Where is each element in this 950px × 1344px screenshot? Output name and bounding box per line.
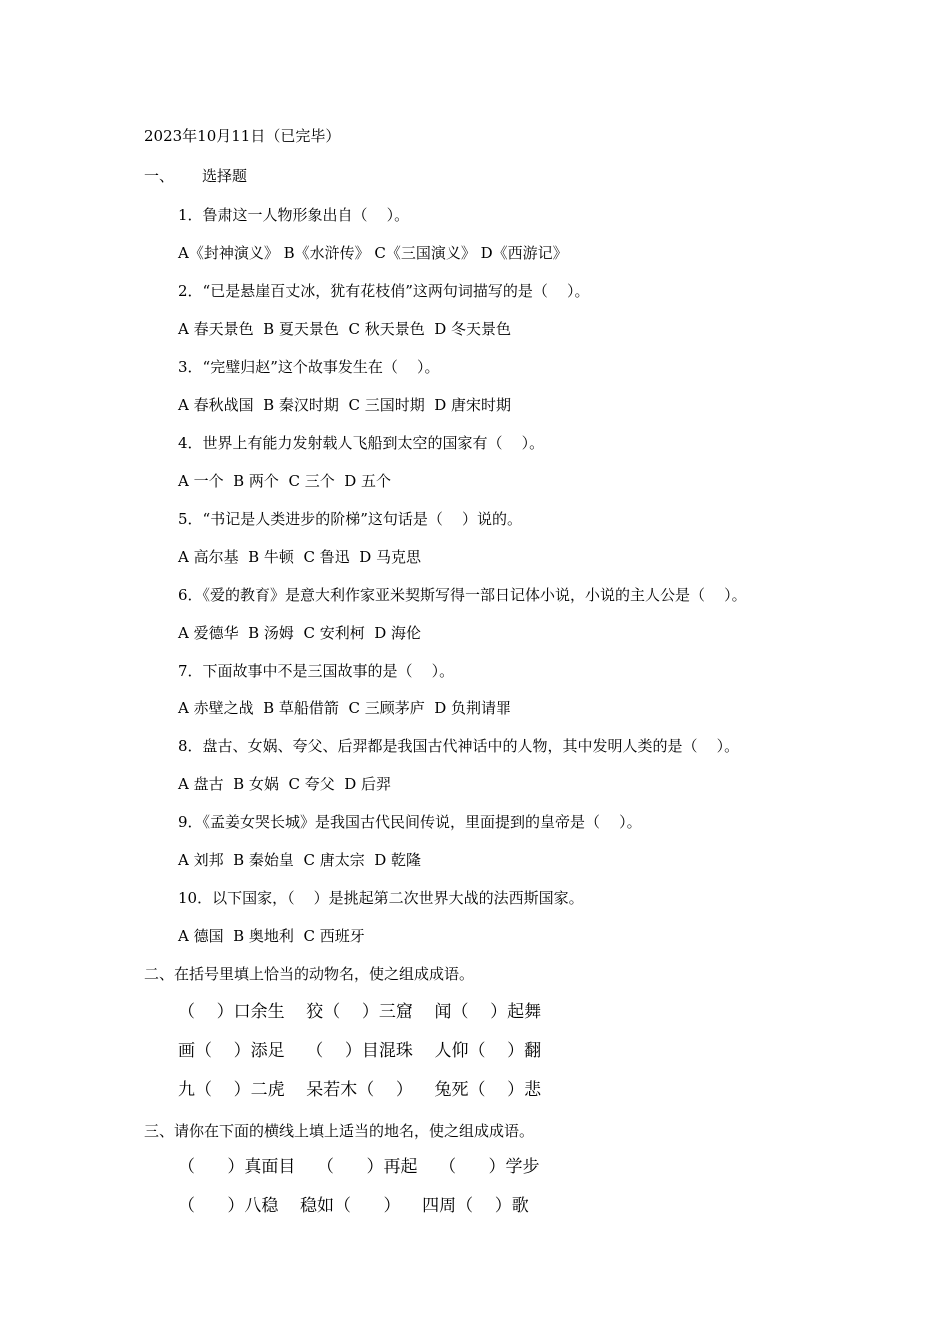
section1-title: 选择题 bbox=[202, 167, 248, 185]
question-4: 4．世界上有能力发射载人飞船到太空的国家有（ ）。 bbox=[178, 434, 545, 452]
section2-row-1: （ ）口余生 狡（ ）三窟 闻（ ）起舞 bbox=[178, 1002, 542, 1022]
question-5: 5．“书记是人类进步的阶梯”这句话是（ ）说的。 bbox=[178, 510, 522, 528]
question-1: 1．鲁肃这一人物形象出自（ ）。 bbox=[178, 206, 410, 224]
question-8: 8．盘古、女娲、夸父、后羿都是我国古代神话中的人物，其中发明人类的是（ ）。 bbox=[178, 737, 740, 755]
section2-row-2: 画（ ）添足 （ ）目混珠 人仰（ ）翻 bbox=[178, 1041, 542, 1061]
section3-title: 三、请你在下面的横线上填上适当的地名，使之组成成语。 bbox=[144, 1122, 535, 1140]
question-3: 3．“完璧归赵”这个故事发生在（ ）。 bbox=[178, 358, 440, 376]
section2-title: 二、在括号里填上恰当的动物名，使之组成成语。 bbox=[144, 965, 475, 983]
section3-row-1: （ ）真面目 （ ）再起 （ ）学步 bbox=[178, 1157, 540, 1177]
question-9: 9．《孟姜女哭长城》是我国古代民间传说，里面提到的皇帝是（ ）。 bbox=[178, 813, 642, 831]
options-4: A 一个 B 两个 C 三个 D 五个 bbox=[178, 472, 392, 490]
options-10: A 德国 B 奥地利 C 西班牙 bbox=[178, 927, 365, 945]
options-6: A 爱德华 B 汤姆 C 安利柯 D 海伦 bbox=[178, 624, 422, 642]
options-2: A 春天景色 B 夏天景色 C 秋天景色 D 冬天景色 bbox=[178, 320, 512, 338]
options-9: A 刘邦 B 秦始皇 C 唐太宗 D 乾隆 bbox=[178, 851, 422, 869]
question-6: 6．《爱的教育》是意大利作家亚米契斯写得一部日记体小说，小说的主人公是（ ）。 bbox=[178, 586, 747, 604]
document-date: 2023年10月11日（已完毕） bbox=[144, 127, 341, 145]
options-1: A《封神演义》 B《水浒传》 C《三国演义》 D《西游记》 bbox=[178, 244, 568, 262]
question-2: 2．“已是悬崖百丈冰，犹有花枝俏”这两句词描写的是（ ）。 bbox=[178, 282, 590, 300]
section1-number: 一、 bbox=[144, 167, 175, 185]
section3-row-2: （ ）八稳 稳如（ ） 四周（ ）歌 bbox=[178, 1196, 529, 1216]
question-7: 7．下面故事中不是三国故事的是（ ）。 bbox=[178, 662, 455, 680]
options-3: A 春秋战国 B 秦汉时期 C 三国时期 D 唐宋时期 bbox=[178, 396, 512, 414]
question-10: 10．以下国家，（ ）是挑起第二次世界大战的法西斯国家。 bbox=[178, 889, 584, 907]
options-5: A 高尔基 B 牛顿 C 鲁迅 D 马克思 bbox=[178, 548, 422, 566]
section2-row-3: 九（ ）二虎 呆若木（ ） 兔死（ ）悲 bbox=[178, 1080, 542, 1100]
options-7: A 赤壁之战 B 草船借箭 C 三顾茅庐 D 负荆请罪 bbox=[178, 699, 512, 717]
options-8: A 盘古 B 女娲 C 夸父 D 后羿 bbox=[178, 775, 392, 793]
